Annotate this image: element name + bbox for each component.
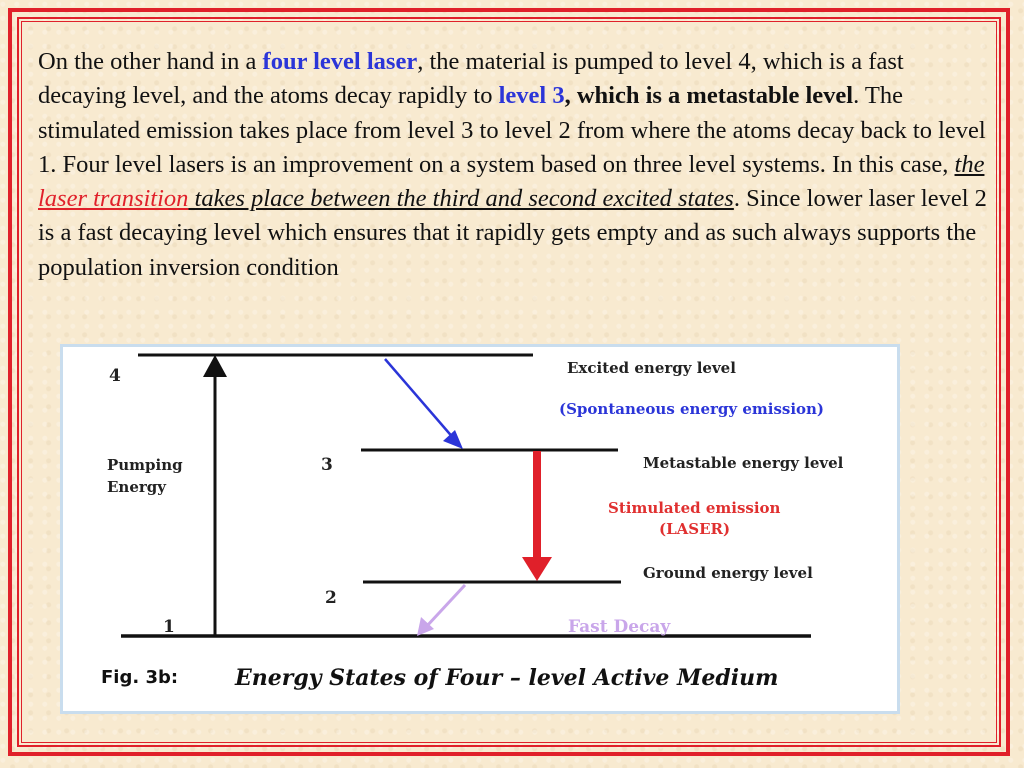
spontaneous-emission-label: (Spontaneous energy emission) <box>559 400 825 418</box>
level-2-number: 2 <box>325 588 337 608</box>
spontaneous-arrow <box>385 359 455 440</box>
bold-metastable-level: , which is a metastable level <box>564 82 854 110</box>
pumping-label-line1: Pumping <box>107 456 183 474</box>
text-run: . Since lower laser level 2 is a fast decaying level which ensures that it rapidly gets empty and as such always supports the population inversion condition <box>38 185 987 281</box>
text-run: On the other hand in a <box>38 48 263 75</box>
level-4-number: 4 <box>109 366 121 386</box>
ground-level-label: Ground energy level <box>643 564 813 582</box>
figure-caption-prefix: Fig. 3b: <box>101 667 179 688</box>
pumping-label-line2: Energy <box>107 478 166 496</box>
fast-decay-arrow <box>426 585 465 627</box>
highlight-four-level-laser: four level laser <box>262 48 418 75</box>
text-run: , the material is pumped to level 4, which is a fast decaying level, and the atoms decay rapidly to <box>38 48 904 110</box>
energy-level-diagram <box>60 344 900 714</box>
laser-arrowhead <box>522 557 552 581</box>
laser-arrow <box>533 451 541 561</box>
figure-caption-title: Energy States of Four – level Active Medium <box>235 665 779 691</box>
pumping-arrowhead <box>203 355 227 377</box>
spontaneous-arrowhead <box>443 430 463 449</box>
underlined-italic-text: takes place between the third and second excited states <box>188 185 734 213</box>
stimulated-emission-label-line2: (LASER) <box>659 520 731 538</box>
highlight-laser-transition: laser transition <box>38 185 189 213</box>
level-3-number: 3 <box>321 455 333 475</box>
stimulated-emission-label-line1: Stimulated emission <box>608 499 781 517</box>
level-1-number: 1 <box>163 617 175 637</box>
body-paragraph <box>38 45 998 285</box>
metastable-level-label: Metastable energy level <box>643 454 844 472</box>
text-run: . The stimulated emission takes place from level 3 to level 2 from where the atoms decay back to level 1. Four level lasers is an improvement on a system based on three level systems. In this case, <box>38 82 986 178</box>
highlight-level-3: level 3 <box>498 82 565 110</box>
underlined-italic-text: the <box>954 150 985 178</box>
fast-decay-label: Fast Decay <box>568 617 671 637</box>
excited-level-label: Excited energy level <box>567 359 736 377</box>
